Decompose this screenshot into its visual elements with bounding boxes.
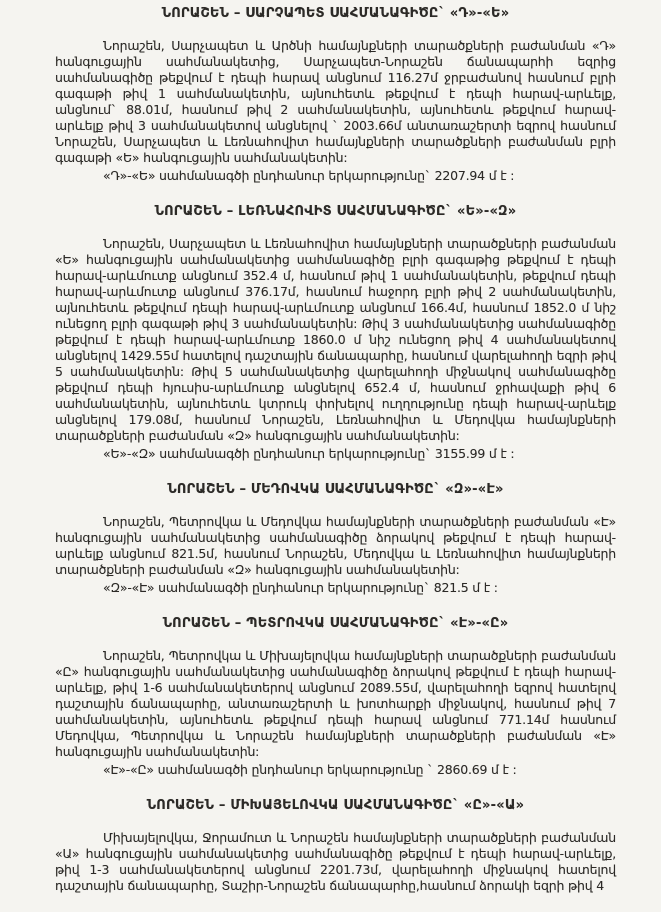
section-total-length: «Դ»-«Ե» սահմանագծի ընդհանուր երկարությունը` 2207.94 մ է : bbox=[103, 168, 515, 183]
section-body: Միխայելովկա, Ջորամուտ և Նորաշեն համայնքների տարածքների բաժանման «Ա» հանգուցային սահմանակետից սահմանագիծը թեքվում է դեպի հարավ-արևելք, թիվ 1-3 սահմանակետերով անցնում 2201.73մ, վարելահողի միջնակով հատելով դաշտային ճանապարհը, Տաշիր-Նորաշեն ճանապարհը,հասնում ձորակի եզրի թիվ 4 bbox=[55, 830, 616, 893]
boundary-section-norashen-medovka bbox=[55, 482, 616, 596]
section-heading: ՆՈՐԱՇԵՆ – ՍԱՐՉԱՊԵՏ ՍԱՀՄԱՆԱԳԻԾԸ` «Դ»-«Ե» bbox=[161, 6, 510, 21]
section-total-length: «Զ»-«Է» սահմանագծի ընդհանուր երկարությունը` 821.5 մ է : bbox=[103, 580, 498, 595]
section-heading: ՆՈՐԱՇԵՆ – ԼԵՌՆԱՀՈՎԻՏ ՍԱՀՄԱՆԱԳԻԾԸ` «Ե»-«Զ» bbox=[154, 204, 517, 219]
boundary-section-norashen-mikhayelovka bbox=[55, 798, 616, 894]
section-body: Նորաշեն, Սարչապետ և Լեռնահովիտ համայնքների տարածքների բաժանման «Ե» հանգուցային սահմանակետից սահմանագիծը բլրի գագաթից թեքվում է դեպի հարավ-արևմուտք անցնում 352.4 մ, հասնում թիվ 1 սահմանակետին, թեքվում դեպի հարավ-արևմուտք անցնում 376.17մ, հասնում հաջորդ բլրի թիվ 2 սահմանակետին, այնուհետև թեքվում դեպի հարավ-արևմուտք անցնում 166.4մ, հասնում 1852.0 մ նիշ ունեցող բլրի գագաթի թիվ 3 սահմանակետին: Թիվ 3 սահմանակետից սահմանագիծը թեքվում է դեպի հարավ-արևմուտք 1860.0 մ նիշ ունեցող թիվ 4 սահմանակետով անցնելով 1429.55մ հատելով դաշտային ճանապարհը, հասնում վարելահողի եզրի թիվ 5 սահմանակետին: Թիվ 5 սահմանակետից վարելահողի միջնակով սահմանագիծը թեքվում դեպի հյուսիս-արևմուտք անցնելով 652.4 մ, հասնում ջրհավաքի թիվ 6 սահմանակետին, այնուհետև կտրուկ փոխելով ուղղությունը դեպի հարավ-արևելք անցնելով 179.08մ, հասնում Նորաշեն, Լեռնահովիտ և Մեդովկա համայնքների տարածքների բաժանման «Զ» հանգուցային սահմանակետին: bbox=[55, 236, 616, 443]
boundary-section-norashen-lernahovit bbox=[55, 204, 616, 462]
section-body: Նորաշեն, Պետրովկա և Մեդովկա համայնքների տարածքների բաժանման «Է» հանգուցային սահմանակետից սահմանագիծը ձորակով թեքվում է դեպի հարավ-արևելք անցնում 821.5մ, հասնում Նորաշեն, Մեդովկա և Լեռնահովիտ համայնքների տարածքների բաժանման «Զ» հանգուցային սահմանակետին: bbox=[55, 514, 616, 577]
boundary-section-norashen-sarchapet bbox=[55, 6, 616, 184]
section-total-length: «Ե»-«Զ» սահմանագծի ընդհանուր երկարությունը` 3155.99 մ է : bbox=[103, 446, 515, 461]
section-total-length: «Է»-«Ը» սահմանագծի ընդհանուր երկարությունը ` 2860.69 մ է : bbox=[103, 762, 517, 777]
section-heading: ՆՈՐԱՇԵՆ – ՄԻԽԱՅԵԼՈՎԿԱ ՍԱՀՄԱՆԱԳԻԾԸ` «Ը»-«Ա» bbox=[146, 798, 525, 813]
section-body: Նորաշեն, Սարչապետ և Արծնի համայնքների տարածքների բաժանման «Դ» հանգուցային սահմանակետից, Սարչապետ-Նորաշեն ճանապարհի եզրից սահմանագիծը թեքվում է դեպի հարավ անցնում 116.27մ ջրբաժանով հասնում բլրի գագաթի թիվ 1 սահմանակետին, այնուհետև թեքվում է դեպի հարավ-արևելք, անցնում` 88.01մ, հասնում թիվ 2 սահմանակետին, այնուհետև թեքվում հարավ-արևելք թիվ 3 սահմանակետով անցնելով ` 2003.66մ անտառաշերտի եզրով հասնում Նորաշեն, Սարչապետ և Լեռնահովիտ համայնքների տարածքների բաժանման բլրի գագաթի «Ե» հանգուցային սահմանակետին: bbox=[55, 38, 616, 165]
section-heading: ՆՈՐԱՇԵՆ – ՊԵՏՐՈՎԿԱ ՍԱՀՄԱՆԱԳԻԾԸ` «Է»-«Ը» bbox=[162, 616, 509, 631]
section-body: Նորաշեն, Պետրովկա և Միխայելովկա համայնքների տարածքների բաժանման «Ը» հանգուցային սահմանակետից սահմանագիծը ձորակով թեքվում է դեպի հարավ-արևելք, թիվ 1-6 սահմանակետերով անցնում 2089.55մ, վարելահողի եզրով հատելով դաշտային ճանապարհը, անտառաշերտի և խոտհարքի միջնակով, հասնում թիվ 7 սահմանակետին, այնուհետև թեքվում դեպի հարավ անցնում 771.14մ հասնում Մեդովկա, Պետրովկա և Նորաշեն համայնքների տարածքների բաժանման «Է» հանգուցային սահմանակետին: bbox=[55, 648, 616, 759]
section-heading: ՆՈՐԱՇԵՆ – ՄԵԴՈՎԿԱ ՍԱՀՄԱՆԱԳԻԾԸ` «Զ»-«Է» bbox=[167, 482, 504, 497]
boundary-section-norashen-petrovka bbox=[55, 616, 616, 778]
